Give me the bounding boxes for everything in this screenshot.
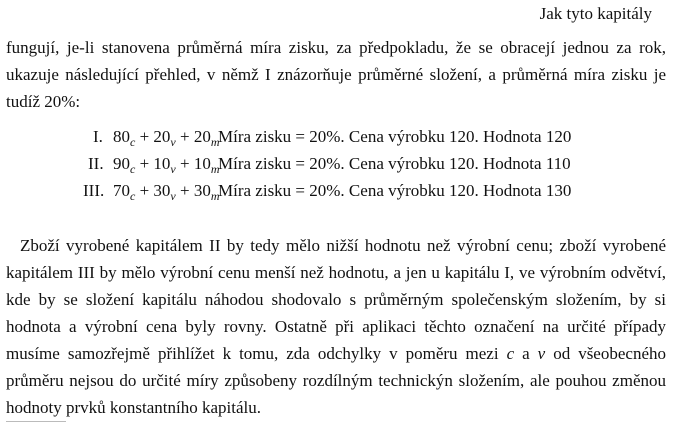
running-head: Jak tyto kapitály	[539, 4, 652, 23]
surplus-value: $20_m$	[193, 127, 220, 149]
formula-result: Míra zisku = 20%. Cena výrobku 120. Hodnota 130	[218, 181, 572, 200]
variable-v: v	[537, 344, 546, 363]
formula-numeral: II.	[88, 154, 104, 173]
plus-sign: +	[139, 181, 150, 200]
plus-sign: +	[180, 127, 190, 146]
paragraph-text: od všeobecného průměru nejsou do určité míry způsobeny rozdílným technickýn složením, ale pouhou změnou hodnoty prvků konstantního kapitálu.	[6, 344, 666, 417]
plus-sign: +	[139, 154, 150, 173]
paragraph-intro: fungují, je-li stanovena průměrná míra zisku, za předpokladu, že se obracejí jednou za rok, ukazuje následující přehled, v němž I znázorňuje průměrné složení, a průměrná míra zisku je tudíž 20%:	[6, 38, 666, 111]
formula-row	[0, 181, 676, 207]
variable-capital: $20_v$	[153, 127, 176, 149]
constant-capital: $80_c$	[113, 127, 136, 149]
plus-sign: +	[180, 154, 190, 173]
formula-expression	[113, 127, 220, 147]
formula-numeral: I.	[93, 127, 103, 146]
paragraph-text: Zboží vyrobené kapitálem II by tedy mělo nižší hodnotu než výrobní cenu; zboží vyrobené kapitálem III by mělo výrobní cenu menší než hodnotu, a jen u kapitálu I, ve výrobním odvětví, kde by se složení kapitálu náhodou shodovalo s průměrným společenským složením, by si hodnota a výrobní cena byly rovny. Ostatně při aplikaci těchto označení na určité případy musíme samozřejmě přihlížet k tomu, zda odchylky v poměru mezi	[6, 236, 666, 363]
variable-capital: $30_v$	[153, 181, 176, 203]
variable-capital: $10_v$	[153, 154, 176, 176]
constant-capital: $90_c$	[113, 154, 136, 176]
paragraph-text: a	[514, 344, 538, 363]
formula-result: Míra zisku = 20%. Cena výrobku 120. Hodnota 120	[218, 127, 572, 146]
formula-numeral: III.	[83, 181, 105, 200]
formula-row	[0, 127, 676, 153]
surplus-value: $10_m$	[193, 154, 220, 176]
formula-row	[0, 154, 676, 180]
constant-capital: $70_c$	[113, 181, 136, 203]
formula-expression	[113, 154, 220, 174]
bottom-rule	[6, 421, 66, 422]
surplus-value: $30_m$	[193, 181, 220, 203]
plus-sign: +	[180, 181, 190, 200]
formula-expression	[113, 181, 220, 201]
formula-result: Míra zisku = 20%. Cena výrobku 120. Hodnota 110	[218, 154, 571, 173]
paragraph-conclusion	[6, 232, 666, 421]
variable-c: c	[506, 344, 515, 363]
plus-sign: +	[139, 127, 150, 146]
